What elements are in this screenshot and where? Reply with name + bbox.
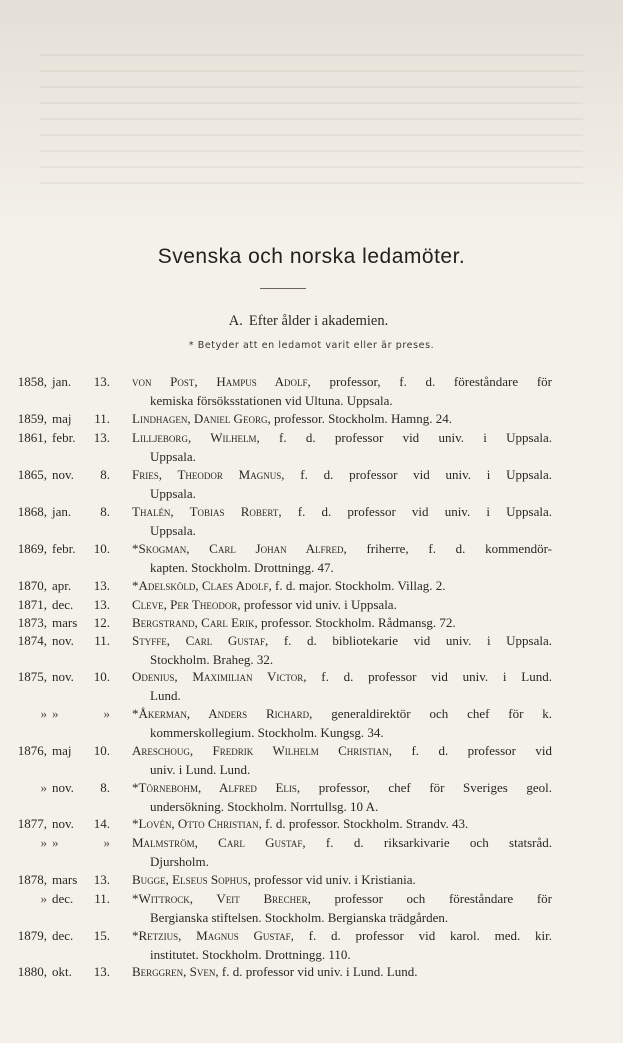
entry-continuation-line: undersökning. Stockholm. Norrtullsg. 10 A.	[150, 798, 379, 814]
entry-continuation-line: Djursholm.	[150, 853, 209, 869]
entry-text	[132, 668, 552, 705]
entry-text	[132, 503, 552, 540]
entry-continuation-line: Stockholm. Braheg. 32.	[150, 651, 274, 667]
entry-line: Lindhagen, Daniel Georg, professor. Stockholm. Hamng. 24.	[132, 411, 452, 426]
entry-text	[132, 963, 552, 982]
entry-continuation-line: Bergianska stiftelsen. Stockholm. Bergianska trädgården.	[150, 909, 449, 925]
entry-continuation-line: univ. i Lund. Lund.	[150, 761, 251, 777]
entry-day: 8.	[100, 504, 110, 519]
entry-year: 1865,	[17, 467, 47, 482]
bleed-through-lines	[40, 40, 583, 190]
entry-year: 1868,	[17, 504, 47, 519]
entry-day: 13.	[93, 872, 110, 887]
entry-day: 10.	[93, 669, 110, 684]
entry-month: maj	[52, 411, 72, 426]
entry-day: 10.	[93, 541, 110, 556]
entry-year: »	[40, 835, 47, 850]
entry-text	[132, 871, 552, 890]
entry-year: 1861,	[17, 430, 47, 445]
entry-month: nov.	[52, 780, 74, 795]
entry-year: 1859,	[17, 411, 47, 426]
entry-text	[132, 742, 552, 779]
section-heading	[0, 313, 623, 330]
entry-year: 1869,	[17, 541, 47, 556]
entry-year: 1870,	[17, 578, 47, 593]
entry-line: Malmström, Carl Gustaf, f. d. riksarkivarie och statsråd.	[132, 835, 552, 850]
entry-month: dec.	[52, 891, 74, 906]
entry-line: Bugge, Elseus Sophus, professor vid univ. i Kristiania.	[132, 872, 416, 887]
entry-year: 1876,	[17, 743, 47, 758]
entry-day: 13.	[93, 597, 110, 612]
page-title: Svenska och norska ledamöter.	[157, 245, 466, 268]
entry-month: jan.	[52, 374, 72, 389]
entry-day: 13.	[93, 430, 110, 445]
entry-line: *Åkerman, Anders Richard, generaldirektör och chef för k.	[132, 706, 552, 721]
entry-text	[132, 466, 552, 503]
preses-note: * Betyder att en ledamot varit eller är preses.	[188, 340, 435, 351]
entry-month: febr.	[52, 430, 76, 445]
entry-month: »	[52, 706, 59, 721]
entry-text	[132, 614, 552, 633]
entry-text	[132, 577, 552, 596]
entry-text	[132, 927, 552, 964]
entry-year: »	[40, 780, 47, 795]
entry-day: 11.	[94, 633, 110, 648]
entry-line: *Retzius, Magnus Gustaf, f. d. professor vid karol. med. kir.	[132, 928, 553, 943]
section-title: Efter ålder i akademien.	[248, 313, 389, 329]
entry-day: 8.	[100, 780, 110, 795]
entry-line: Fries, Theodor Magnus, f. d. professor vid univ. i Uppsala.	[132, 467, 553, 482]
entry-year: 1871,	[17, 597, 47, 612]
entry-month: jan.	[52, 504, 72, 519]
entry-year: 1880,	[17, 964, 47, 979]
entry-day: 11.	[94, 411, 110, 426]
entry-month: nov.	[52, 467, 74, 482]
entry-continuation-line: kemiska försöksstationen vid Ultuna. Uppsala.	[150, 392, 393, 408]
entry-year: 1877,	[17, 816, 47, 831]
entry-text	[132, 705, 552, 742]
entry-continuation-line: institutet. Stockholm. Drottningg. 110.	[150, 946, 351, 962]
entry-line: *Skogman, Carl Johan Alfred, friherre, f. d. kommendör-	[132, 541, 552, 556]
entry-continuation-line: Uppsala.	[150, 522, 196, 538]
entry-month: febr.	[52, 541, 76, 556]
title-divider	[260, 288, 306, 289]
entry-month: mars	[52, 615, 78, 630]
entry-continuation-line: Uppsala.	[150, 485, 196, 501]
entry-text	[132, 890, 552, 927]
entry-line: Styffe, Carl Gustaf, f. d. bibliotekarie vid univ. i Uppsala.	[132, 633, 552, 648]
entry-text	[132, 410, 552, 429]
entry-year: »	[40, 706, 47, 721]
entry-continuation-line: kapten. Stockholm. Drottningg. 47.	[150, 559, 334, 575]
entry-month: nov.	[52, 816, 74, 831]
entry-day: 15.	[93, 928, 110, 943]
entry-year: 1879,	[17, 928, 47, 943]
entry-month: nov.	[52, 633, 74, 648]
entry-text	[132, 429, 552, 466]
entry-line: Lilljeborg, Wilhelm, f. d. professor vid univ. i Uppsala.	[132, 430, 552, 445]
entry-month: okt.	[52, 964, 72, 979]
entry-day: 14.	[93, 816, 110, 831]
entry-year: 1875,	[17, 669, 47, 684]
entry-line: Berggren, Sven, f. d. professor vid univ. i Lund. Lund.	[132, 964, 418, 979]
entry-text	[132, 779, 552, 816]
entry-day: 13.	[93, 578, 110, 593]
entry-month: maj	[52, 743, 72, 758]
entry-continuation-line: Lund.	[150, 687, 181, 703]
entry-text	[132, 815, 552, 834]
section-letter: A.	[228, 313, 243, 329]
entry-text	[132, 373, 552, 410]
entry-text	[132, 540, 552, 577]
entry-year: »	[40, 891, 47, 906]
entry-month: dec.	[52, 597, 74, 612]
entry-day: 12.	[93, 615, 110, 630]
entry-line: Areschoug, Fredrik Wilhelm Christian, f. d. professor vid	[132, 743, 552, 758]
entry-text	[132, 632, 552, 669]
entry-line: *Lovén, Otto Christian, f. d. professor. Stockholm. Strandv. 43.	[132, 816, 469, 831]
entry-year: 1873,	[17, 615, 47, 630]
entry-day: 8.	[100, 467, 110, 482]
entry-month: apr.	[52, 578, 72, 593]
entry-line: Odenius, Maximilian Victor, f. d. professor vid univ. i Lund.	[132, 669, 552, 684]
entry-month: nov.	[52, 669, 74, 684]
entry-day: »	[103, 706, 110, 721]
entry-year: 1874,	[17, 633, 47, 648]
entry-day: 13.	[93, 964, 110, 979]
entry-line: von Post, Hampus Adolf, professor, f. d. föreståndare för	[132, 374, 552, 389]
entry-line: *Adelsköld, Claes Adolf, f. d. major. Stockholm. Villag. 2.	[132, 578, 446, 593]
entry-month: dec.	[52, 928, 74, 943]
entry-day: 13.	[93, 374, 110, 389]
entry-continuation-line: kommerskollegium. Stockholm. Kungsg. 34.	[150, 724, 384, 740]
entry-month: »	[52, 835, 59, 850]
entry-day: 11.	[94, 891, 110, 906]
bleed-through-area	[0, 0, 623, 230]
entry-line: *Wittrock, Veit Brecher, professor och föreståndare för	[132, 891, 552, 906]
entry-line: *Törnebohm, Alfred Elis, professor, chef för Sveriges geol.	[132, 780, 552, 795]
entry-day: 10.	[93, 743, 110, 758]
entry-month: mars	[52, 872, 78, 887]
entry-year: 1858,	[17, 374, 47, 389]
entry-text	[132, 834, 552, 871]
entry-year: 1878,	[17, 872, 47, 887]
entry-line: Bergstrand, Carl Erik, professor. Stockholm. Rådmansg. 72.	[132, 615, 456, 630]
entry-line: Cleve, Per Theodor, professor vid univ. i Uppsala.	[132, 597, 397, 612]
entry-day: »	[103, 835, 110, 850]
entry-continuation-line: Uppsala.	[150, 448, 196, 464]
entry-line: Thalén, Tobias Robert, f. d. professor vid univ. i Uppsala.	[132, 504, 552, 519]
entry-text	[132, 596, 552, 615]
